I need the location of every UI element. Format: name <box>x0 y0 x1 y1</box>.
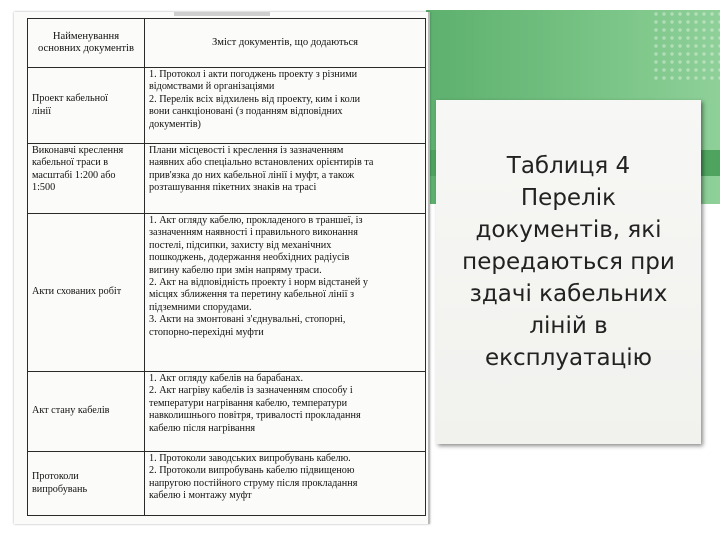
scanned-document <box>14 12 430 524</box>
document-name-cell: Акти схованих робіт <box>28 214 145 372</box>
document-name-cell: Акт стану кабелів <box>28 372 145 452</box>
document-content-cell: 1. Акт огляду кабелю, прокладеного в траншеї, із зазначенням наявності і правильного виконання постелі, підсипки, захисту від механічних пошкоджень, додержання необхідних радіусів вигину кабелю при змін напряму траси. 2. Акт на відповідність проекту і норм відстаней у місцях зближення та перетину кабельної лінії з підземними спорудами. 3. Акти на змонтовані з'єднувальні, стопорні, стопорно-перехідні муфти <box>145 214 426 372</box>
slide-title-card <box>436 100 701 444</box>
document-name-cell: Проект кабельної лінії <box>28 68 145 144</box>
table-row <box>28 214 426 372</box>
column-header-content: Зміст документів, що додаються <box>145 19 426 68</box>
table-row <box>28 144 426 214</box>
table-row <box>28 68 426 144</box>
document-name-cell: Виконавчі креслення кабельної траси в масштабі 1:200 або 1:500 <box>28 144 145 214</box>
slide-title: Таблиця 4 Перелік документів, які передаються при здачі кабельних ліній в експлуатацію <box>462 153 675 371</box>
document-name-cell: Протоколи випробувань <box>28 452 145 516</box>
table-header-row <box>28 19 426 68</box>
document-content-cell: Плани місцевості і креслення із зазначенням наявних або спеціально встановлених орієнтирів та прив'язка до них кабельної лінії і муфт, а також розташування пікетних знаків на трасі <box>145 144 426 214</box>
dot-pattern <box>652 10 720 80</box>
table-row <box>28 372 426 452</box>
documents-table <box>27 18 426 516</box>
document-content-cell: 1. Протоколи заводських випробувань кабелю. 2. Протоколи випробувань кабелю підвищеною напругою постійного струму після прокладання кабелю і монтажу муфт <box>145 452 426 516</box>
table-row <box>28 452 426 516</box>
document-header-strip <box>174 12 270 16</box>
document-content-cell: 1. Акт огляду кабелів на барабанах. 2. Акт нагріву кабелів із зазначенням способу і температури нагрівання кабелю, температури навколишнього повітря, тривалості прокладання кабелю після нагрівання <box>145 372 426 452</box>
document-content-cell: 1. Протокол і акти погоджень проекту з різними відомствами й організаціями 2. Перелік всіх відхилень від проекту, ким і коли вони санкціоновані (з поданням відповідних документів) <box>145 68 426 144</box>
column-header-name: Найменування основних документів <box>28 19 145 68</box>
